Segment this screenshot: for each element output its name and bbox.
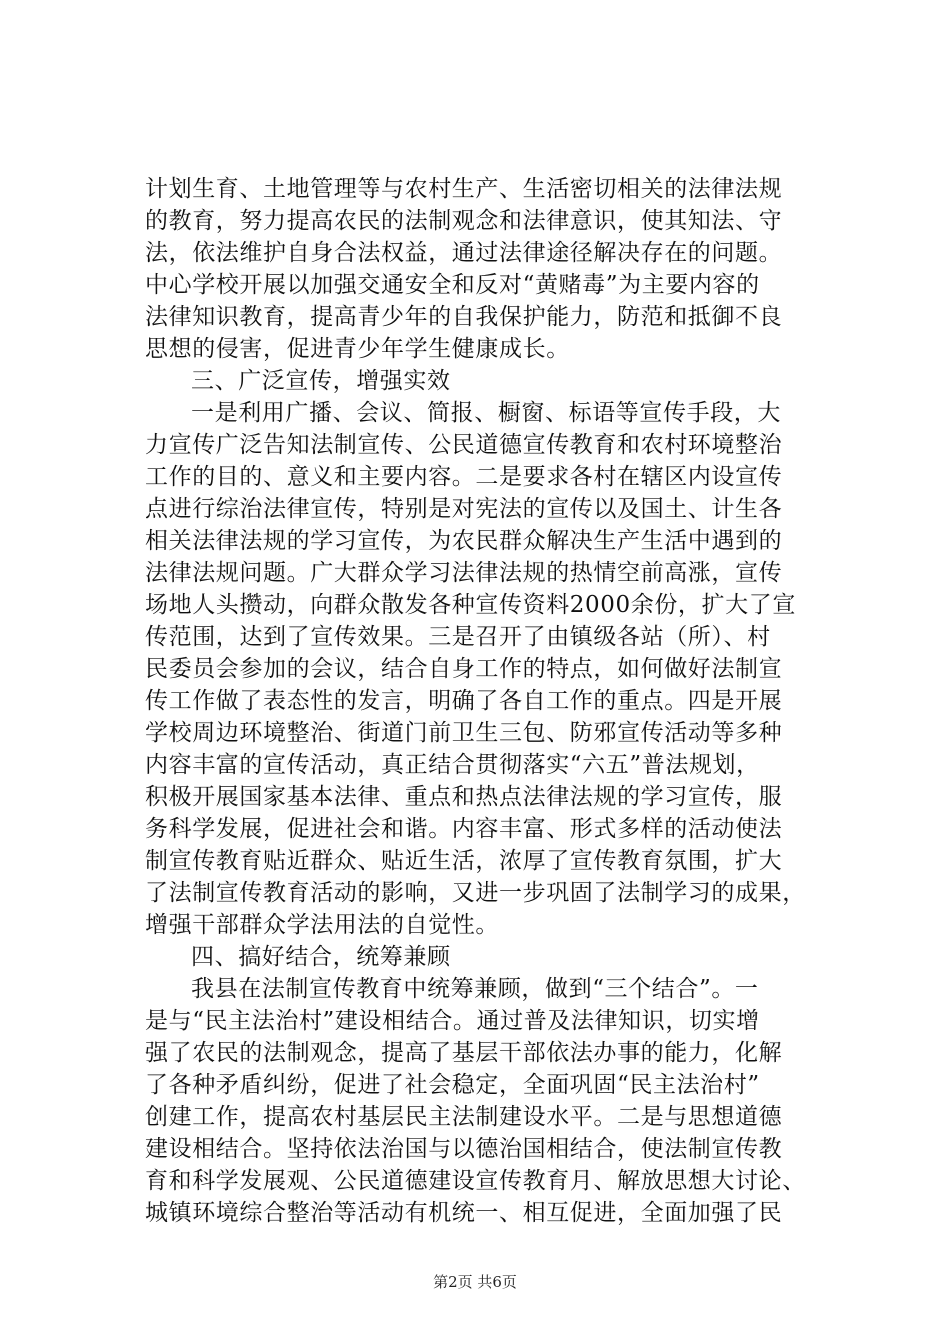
text-line: 是与“民主法治村”建设相结合。通过普及法律知识，切实增: [145, 1008, 760, 1034]
text-line: 力宣传广泛告知法制宣传、公民道德宣传教育和农村环境整治: [145, 432, 783, 458]
text-line: 思想的侵害，促进青少年学生健康成长。: [145, 336, 570, 362]
text-line: 传工作做了表态性的发言，明确了各自工作的重点。四是开展: [145, 688, 783, 714]
text-line: 我县在法制宣传教育中统筹兼顾，做到“三个结合”。一: [191, 976, 759, 1002]
text-line: 的教育，努力提高农民的法制观念和法律意识，使其知法、守: [145, 208, 783, 234]
text-line: 育和科学发展观、公民道德建设宣传教育月、解放思想大讨论、: [145, 1168, 806, 1194]
document-body: [145, 173, 835, 1229]
page-number-footer: 第2页 共6页: [433, 1273, 517, 1291]
text-line: 学校周边环境整治、街道门前卫生三包、防邪宣传活动等多种: [145, 720, 783, 746]
text-line: 积极开展国家基本法律、重点和热点法律法规的学习宣传，服: [145, 784, 783, 810]
text-line: 制宣传教育贴近群众、贴近生活，浓厚了宣传教育氛围，扩大: [145, 848, 783, 874]
text-line: 务科学发展，促进社会和谐。内容丰富、形式多样的活动使法: [145, 816, 783, 842]
text-line: 法律法规问题。广大群众学习法律法规的热情空前高涨，宣传: [145, 560, 783, 586]
text-line: 中心学校开展以加强交通安全和反对“黄赌毒”为主要内容的: [145, 272, 760, 298]
text-line: 城镇环境综合整治等活动有机统一、相互促进，全面加强了民: [145, 1200, 783, 1226]
text-line: 了各种矛盾纠纷，促进了社会稳定，全面巩固“民主法治村”: [145, 1072, 760, 1098]
text-line: 民委员会参加的会议，结合自身工作的特点，如何做好法制宣: [145, 656, 783, 682]
text-line: 工作的目的、意义和主要内容。二是要求各村在辖区内设宣传: [145, 464, 783, 490]
text-line: 建设相结合。坚持依法治国与以德治国相结合，使法制宣传教: [145, 1136, 783, 1162]
text-line: 法律知识教育，提高青少年的自我保护能力，防范和抵御不良: [145, 304, 783, 330]
text-line: 了法制宣传教育活动的影响，又进一步巩固了法制学习的成果，: [145, 880, 806, 906]
text-line: 三、广泛宣传，增强实效: [191, 368, 451, 394]
text-line: 内容丰富的宣传活动，真正结合贯彻落实“六五”普法规划，: [145, 752, 760, 778]
text-line: 创建工作，提高农村基层民主法制建设水平。二是与思想道德: [145, 1104, 783, 1130]
text-line: 传范围，达到了宣传效果。三是召开了由镇级各站（所）、村: [145, 624, 771, 650]
text-line: 计划生育、土地管理等与农村生产、生活密切相关的法律法规: [145, 176, 783, 202]
text-line: 场地人头攒动，向群众散发各种宣传资料2000余份，扩大了宣: [145, 592, 796, 618]
text-line: 法，依法维护自身合法权益，通过法律途径解决存在的问题。: [145, 240, 783, 266]
text-line: 强了农民的法制观念，提高了基层干部依法办事的能力，化解: [145, 1040, 783, 1066]
text-line: 相关法律法规的学习宣传，为农民群众解决生产生活中遇到的: [145, 528, 783, 554]
text-line: 四、搞好结合，统筹兼顾: [191, 944, 451, 970]
text-line: 一是利用广播、会议、简报、橱窗、标语等宣传手段，大: [191, 400, 781, 426]
text-line: 点进行综治法律宣传，特别是对宪法的宣传以及国土、计生各: [145, 496, 783, 522]
text-line: 增强干部群众学法用法的自觉性。: [145, 912, 499, 938]
